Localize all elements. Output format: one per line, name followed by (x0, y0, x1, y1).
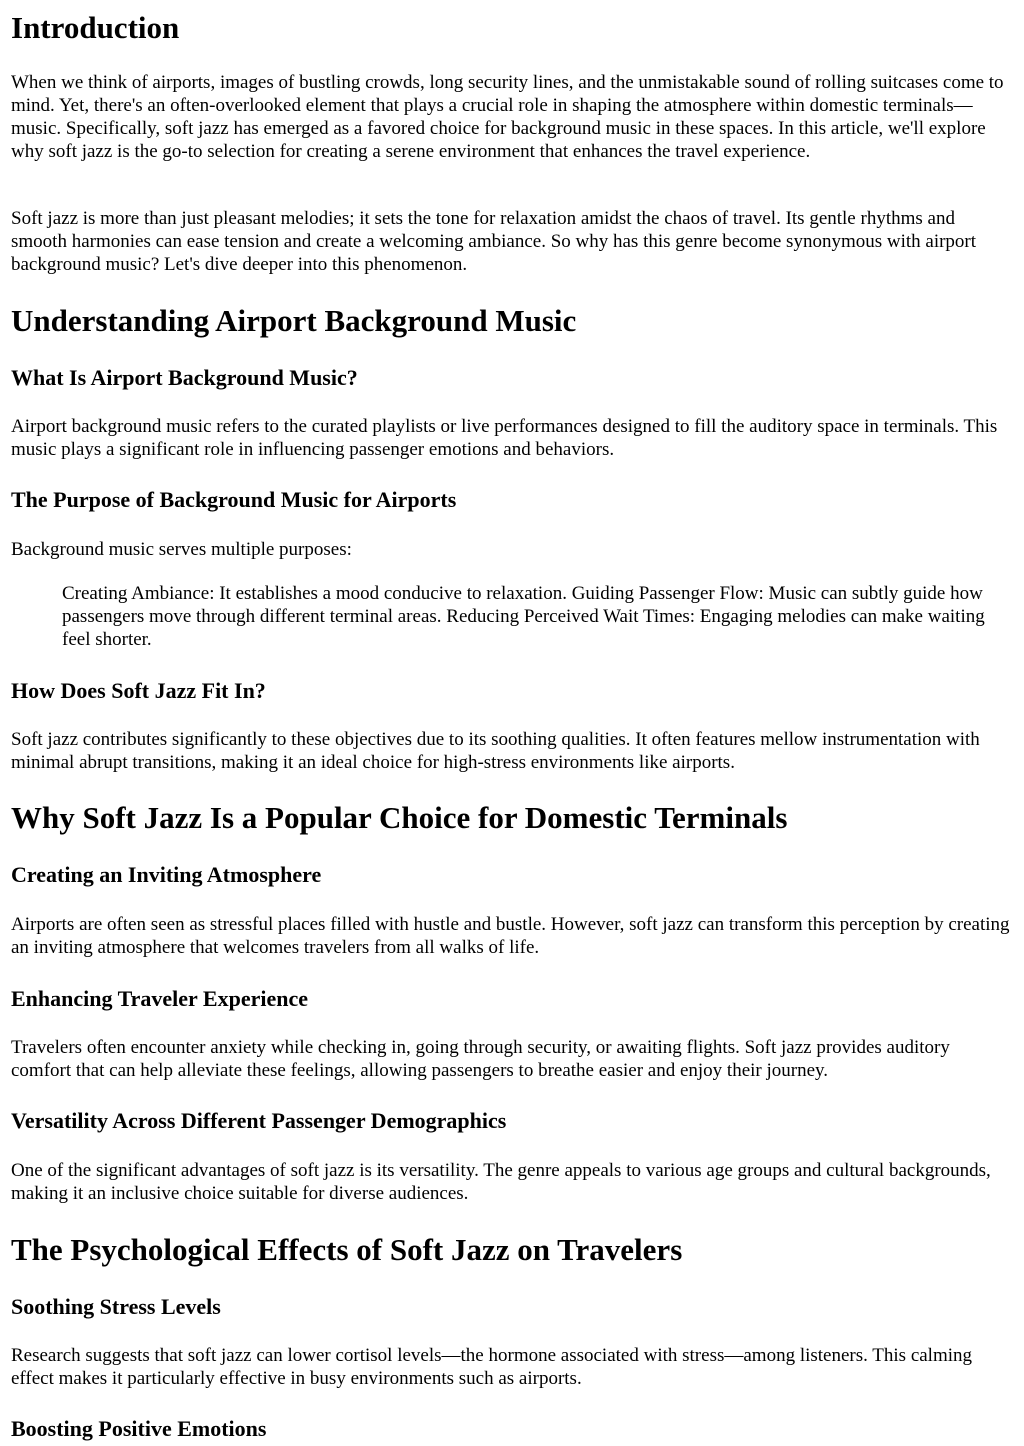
subheading-soothing-stress-levels: Soothing Stress Levels (11, 1294, 221, 1319)
inviting-paragraph: Airports are often seen as stressful places filled with hustle and bustle. However, soft jazz can transform this perception by creating an inviting atmosphere that welcomes travelers from all walks of life. (11, 914, 1010, 958)
heading-understanding-airport-background-music: Understanding Airport Background Music (11, 303, 577, 338)
subheading-purpose-of-background-music: The Purpose of Background Music for Airports (11, 487, 457, 512)
subheading-versatility: Versatility Across Different Passenger Demographics (11, 1108, 507, 1133)
heading-introduction: Introduction (11, 10, 180, 45)
subheading-boosting-positive-emotions: Boosting Positive Emotions (11, 1416, 267, 1441)
subheading-how-soft-jazz-fits: How Does Soft Jazz Fit In? (11, 678, 266, 703)
intro-paragraph-1: When we think of airports, images of bustling crowds, long security lines, and the unmistakable sound of rolling suitcases come to mind. Yet, there's an often-overlooked element that plays a crucial role in shaping the atmosphere within domestic terminals—music. Specifically, soft jazz has emerged as a favored choice for background music in these spaces. In this article, we'll explore why soft jazz is the go-to selection for creating a serene environment that enhances the travel experience. (11, 72, 1004, 162)
subheading-enhancing-traveler-experience: Enhancing Traveler Experience (11, 986, 308, 1011)
enhancing-paragraph: Travelers often encounter anxiety while checking in, going through security, or awaiting flights. Soft jazz provides auditory comfort that can help alleviate these feelings, allowing passengers to breathe easier and enjoy their journey. (11, 1037, 950, 1081)
intro-paragraph-2: Soft jazz is more than just pleasant melodies; it sets the tone for relaxation amidst the chaos of travel. Its gentle rhythms and smooth harmonies can ease tension and create a welcoming ambiance. So why has this genre become synonymous with airport background music? Let's dive deeper into this phenomenon. (11, 208, 977, 275)
subheading-inviting-atmosphere: Creating an Inviting Atmosphere (11, 862, 322, 887)
fit-paragraph: Soft jazz contributes significantly to these objectives due to its soothing qualities. It often features mellow instrumentation with minimal abrupt transitions, making it an ideal choice for high-stress environments like airports. (11, 729, 980, 773)
subheading-what-is-airport-background-music: What Is Airport Background Music? (11, 365, 358, 390)
what-paragraph: Airport background music refers to the curated playlists or live performances designed to fill the auditory space in terminals. This music plays a significant role in influencing passenger emotions and behaviors. (11, 416, 998, 460)
heading-psychological-effects: The Psychological Effects of Soft Jazz on Travelers (11, 1232, 683, 1267)
versatility-paragraph: One of the significant advantages of soft jazz is its versatility. The genre appeals to various age groups and cultural backgrounds, making it an inclusive choice suitable for diverse audiences. (11, 1160, 991, 1204)
heading-why-soft-jazz-popular: Why Soft Jazz Is a Popular Choice for Domestic Terminals (11, 800, 788, 835)
purpose-blockquote: Creating Ambiance: It establishes a mood conducive to relaxation. Guiding Passenger Flow: Music can subtly guide how passengers move through different terminal areas. Reducing Perceived Wait Times: Engaging melodies can make waiting feel shorter. (62, 583, 985, 650)
stress-paragraph: Research suggests that soft jazz can lower cortisol levels—the hormone associated with stress—among listeners. This calming effect makes it particularly effective in busy environments such as airports. (11, 1345, 973, 1389)
purpose-paragraph: Background music serves multiple purposes: (11, 539, 352, 560)
